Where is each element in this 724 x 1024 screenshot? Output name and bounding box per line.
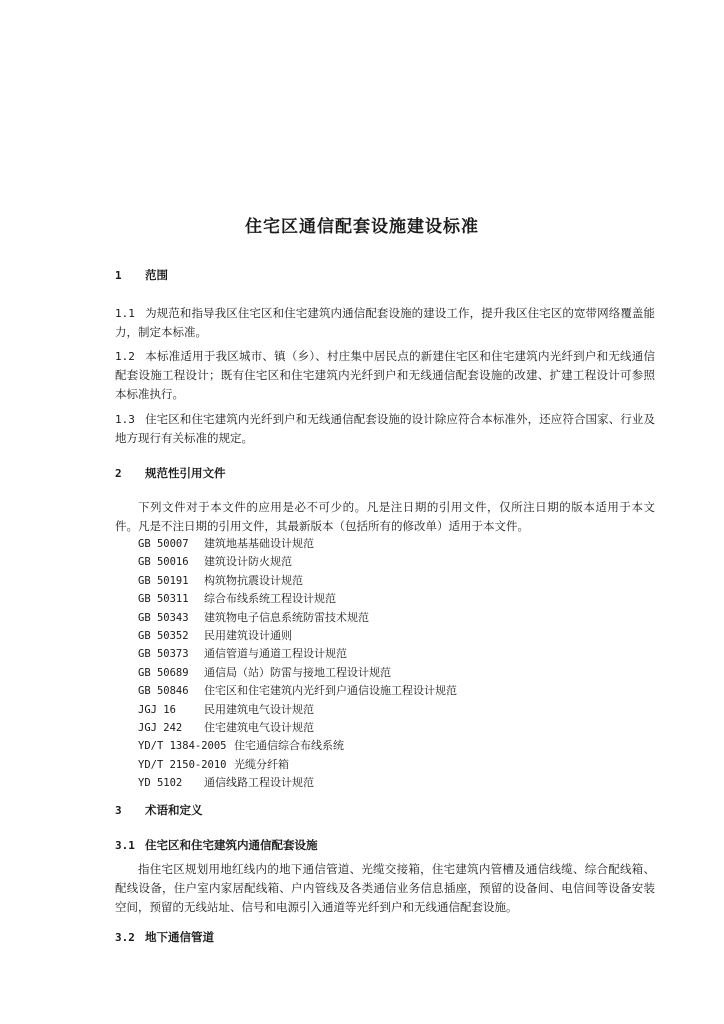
reference-title: 通信局（站）防雷与接地工程设计规范 (204, 665, 391, 679)
clause-number: 3.2 (115, 931, 135, 944)
clause-number: 1.2 (115, 350, 135, 363)
clause-1-2 (115, 347, 655, 404)
section-title: 范围 (145, 268, 168, 282)
reference-item (138, 627, 638, 645)
reference-code: YD/T 2150-2010 (138, 758, 227, 771)
reference-item (138, 609, 638, 627)
section-2-heading (115, 464, 655, 483)
reference-title: 构筑物抗震设计规范 (204, 573, 303, 587)
reference-title: 光缆分纤箱 (234, 757, 289, 771)
reference-item (138, 664, 638, 682)
reference-item (138, 719, 638, 737)
reference-title: 建筑物电子信息系统防雷技术规范 (204, 610, 369, 624)
reference-code: GB 50311 (138, 593, 189, 606)
clause-3-1-heading (115, 836, 655, 855)
reference-item (138, 701, 638, 719)
reference-title: 民用建筑设计通则 (204, 629, 292, 643)
references-intro: 下列文件对于本文件的应用是必不可少的。凡是注日期的引用文件，仅所注日期的版本适用于本文件。凡是不注日期的引用文件，其最新版本（包括所有的修改单）适用于本文件。 (115, 500, 655, 533)
reference-code: GB 50352 (138, 630, 189, 643)
reference-item (138, 774, 638, 792)
reference-list (138, 535, 638, 793)
clause-number: 3.1 (115, 839, 135, 852)
reference-title: 通信线路工程设计规范 (204, 776, 314, 790)
reference-code: GB 50846 (138, 685, 189, 698)
reference-item (138, 553, 638, 571)
section-number: 3 (115, 804, 122, 817)
reference-item (138, 572, 638, 590)
reference-title: 通信管道与通道工程设计规范 (204, 647, 347, 661)
reference-item (138, 756, 638, 774)
section-number: 2 (115, 467, 122, 480)
clause-text: 本标准适用于我区城市、镇（乡）、村庄集中居民点的新建住宅区和住宅建筑内光纤到户和无线通信配套设施工程设计；既有住宅区和住宅建筑内光纤到户和无线通信配套设施的改建、扩建工程设计可参照本标准执行。 (115, 349, 655, 401)
clause-text: 为规范和指导我区住宅区和住宅建筑内通信配套设施的建设工作，提升我区住宅区的宽带网络覆盖能力，制定本标准。 (115, 306, 655, 339)
section-1-heading (115, 266, 655, 285)
clause-3-2-heading (115, 928, 655, 947)
reference-code: YD/T 1384-2005 (138, 740, 227, 753)
clause-number: 1.1 (115, 307, 135, 320)
clause-1-3 (115, 410, 655, 448)
reference-code: GB 50016 (138, 556, 189, 569)
reference-item (138, 535, 638, 553)
reference-code: GB 50343 (138, 611, 189, 624)
reference-title: 建筑地基基础设计规范 (204, 537, 314, 550)
reference-code: GB 50007 (138, 538, 189, 550)
clause-1-1 (115, 304, 655, 342)
reference-title: 住宅区和住宅建筑内光纤到户通信设施工程设计规范 (204, 684, 457, 698)
clause-title: 地下通信管道 (145, 930, 214, 944)
section-3-heading (115, 801, 655, 820)
section-number: 1 (115, 269, 122, 282)
section-title: 规范性引用文件 (145, 466, 226, 480)
reference-title: 住宅建筑电气设计规范 (204, 721, 314, 735)
clause-text: 住宅区和住宅建筑内光纤到户和无线通信配套设施的设计除应符合本标准外，还应符合国家、行业及地方现行有关标准的规定。 (115, 412, 655, 445)
reference-code: JGJ 16 (138, 703, 176, 716)
reference-code: GB 50689 (138, 666, 189, 679)
reference-code: GB 50373 (138, 648, 189, 661)
clause-3-1-text: 指住宅区规划用地红线内的地下通信管道、光缆交接箱，住宅建筑内管槽及通信线缆、综合配线箱、配线设备，住户室内家居配线箱、户内管线及各类通信业务信息插座，预留的设备间、电信间等设备安装空间，预留的无线站址、信号和电源引入通道等光纤到户和无线通信配套设施。 (115, 862, 655, 914)
reference-title: 综合布线系统工程设计规范 (204, 592, 336, 606)
reference-code: GB 50191 (138, 574, 189, 587)
reference-title: 建筑设计防火规范 (204, 555, 292, 569)
reference-item (138, 682, 638, 700)
reference-title: 住宅通信综合布线系统 (234, 739, 344, 753)
reference-title: 民用建筑电气设计规范 (204, 702, 314, 716)
reference-item (138, 590, 638, 608)
document-title: 住宅区通信配套设施建设标准 (245, 217, 479, 237)
section-title: 术语和定义 (145, 803, 203, 817)
reference-code: YD 5102 (138, 777, 183, 790)
reference-item (138, 645, 638, 663)
clause-title: 住宅区和住宅建筑内通信配套设施 (145, 838, 318, 852)
clause-number: 1.3 (115, 413, 135, 426)
reference-item (138, 737, 638, 755)
reference-code: JGJ 242 (138, 722, 183, 735)
